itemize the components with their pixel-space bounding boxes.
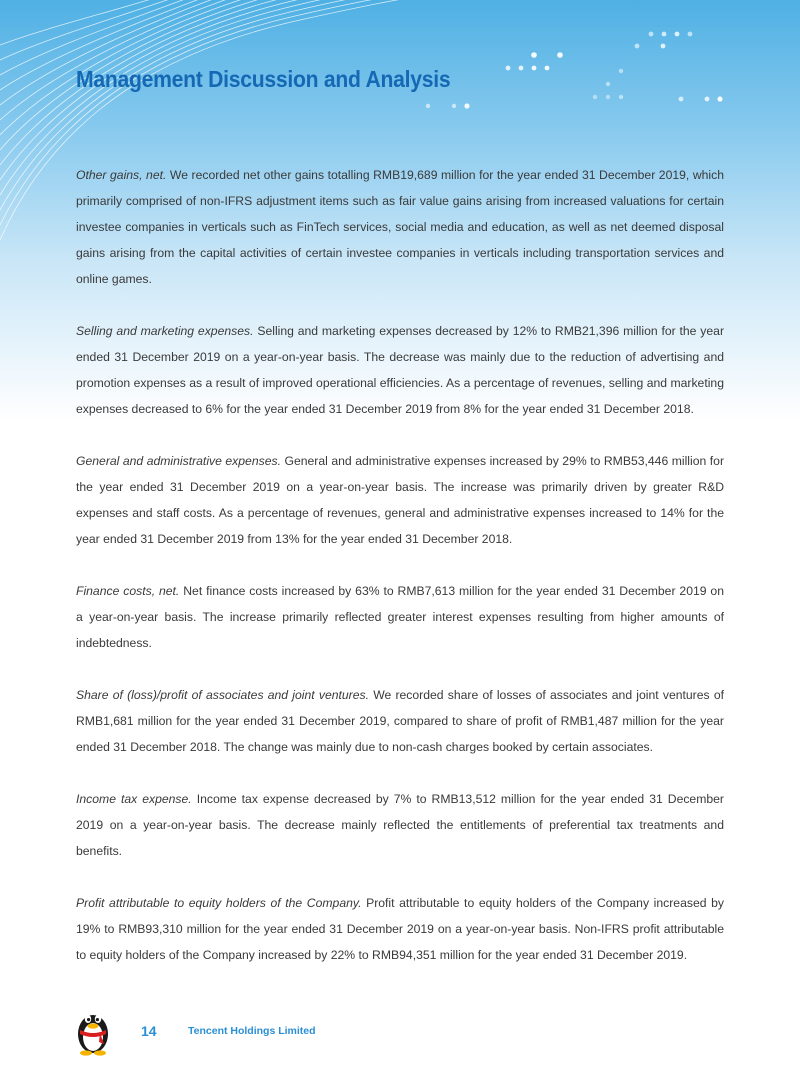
paragraph-text: Income tax expense decreased by 7% to RMB13,512 million for the year ended 31 December 2019 on a year-on-year basis. The decrease mainly reflected the entitlements of preferential tax treatments and benefits. [76, 792, 724, 858]
paragraph-profit-attributable [76, 890, 724, 968]
paragraph-lead: Other gains, net. [76, 168, 167, 182]
footer-company-name: Tencent Holdings Limited [188, 1025, 316, 1037]
paragraph-finance-costs [76, 578, 724, 656]
paragraph-text: We recorded share of losses of associates and joint ventures of RMB1,681 million for the year ended 31 December 2019, compared to share of profit of RMB1,487 million for the year ended 31 December 2018. The change was mainly due to non-cash charges booked by certain associates. [76, 688, 724, 754]
paragraph-lead: Selling and marketing expenses. [76, 324, 254, 338]
paragraph-lead: Profit attributable to equity holders of the Company. [76, 896, 362, 910]
page-number: 14 [141, 1023, 157, 1039]
paragraph-lead: Income tax expense. [76, 792, 192, 806]
paragraph-general-admin [76, 448, 724, 552]
paragraph-associates-jv [76, 682, 724, 760]
paragraph-text: General and administrative expenses increased by 29% to RMB53,446 million for the year ended 31 December 2019 on a year-on-year basis. The increase was primarily driven by greater R&D expenses and staff costs. As a percentage of revenues, general and administrative expenses increased to 14% for the year ended 31 December 2019 from 13% for the year ended 31 December 2018. [76, 454, 725, 546]
paragraph-text: We recorded net other gains totalling RMB19,689 million for the year ended 31 December 2019, which primarily comprised of non-IFRS adjustment items such as fair value gains arising from increased valuations for certain investee companies in verticals such as FinTech services, social media and education, as well as net deemed disposal gains arising from the capital activities of certain investee companies in verticals including transportation services and online games. [76, 168, 724, 286]
paragraph-lead: Finance costs, net. [76, 584, 180, 598]
paragraph-income-tax [76, 786, 724, 864]
penguin-mascot-icon [72, 1004, 114, 1056]
paragraph-lead: Share of (loss)/profit of associates and joint ventures. [76, 688, 369, 702]
paragraph-selling-marketing [76, 318, 724, 422]
paragraph-lead: General and administrative expenses. [76, 454, 281, 468]
paragraph-text: Selling and marketing expenses decreased by 12% to RMB21,396 million for the year ended 31 December 2019 on a year-on-year basis. The decrease was mainly due to the reduction of advertising and promotion expenses as a result of improved operational efficiencies. As a percentage of revenues, selling and marketing expenses decreased to 6% for the year ended 31 December 2019 from 8% for the year ended 31 December 2018. [76, 324, 725, 416]
paragraph-text: Profit attributable to equity holders of the Company increased by 19% to RMB93,310 million for the year ended 31 December 2019 on a year-on-year basis. Non-IFRS profit attributable to equity holders of the Company increased by 22% to RMB94,351 million for the year ended 31 December 2019. [76, 896, 724, 962]
page-title: Management Discussion and Analysis [76, 66, 451, 92]
paragraph-other-gains [76, 162, 724, 292]
body-text [76, 162, 724, 994]
paragraph-text: Net finance costs increased by 63% to RMB7,613 million for the year ended 31 December 2019 on a year-on-year basis. The increase primarily reflected greater interest expenses resulting from higher amounts of indebtedness. [76, 584, 724, 650]
